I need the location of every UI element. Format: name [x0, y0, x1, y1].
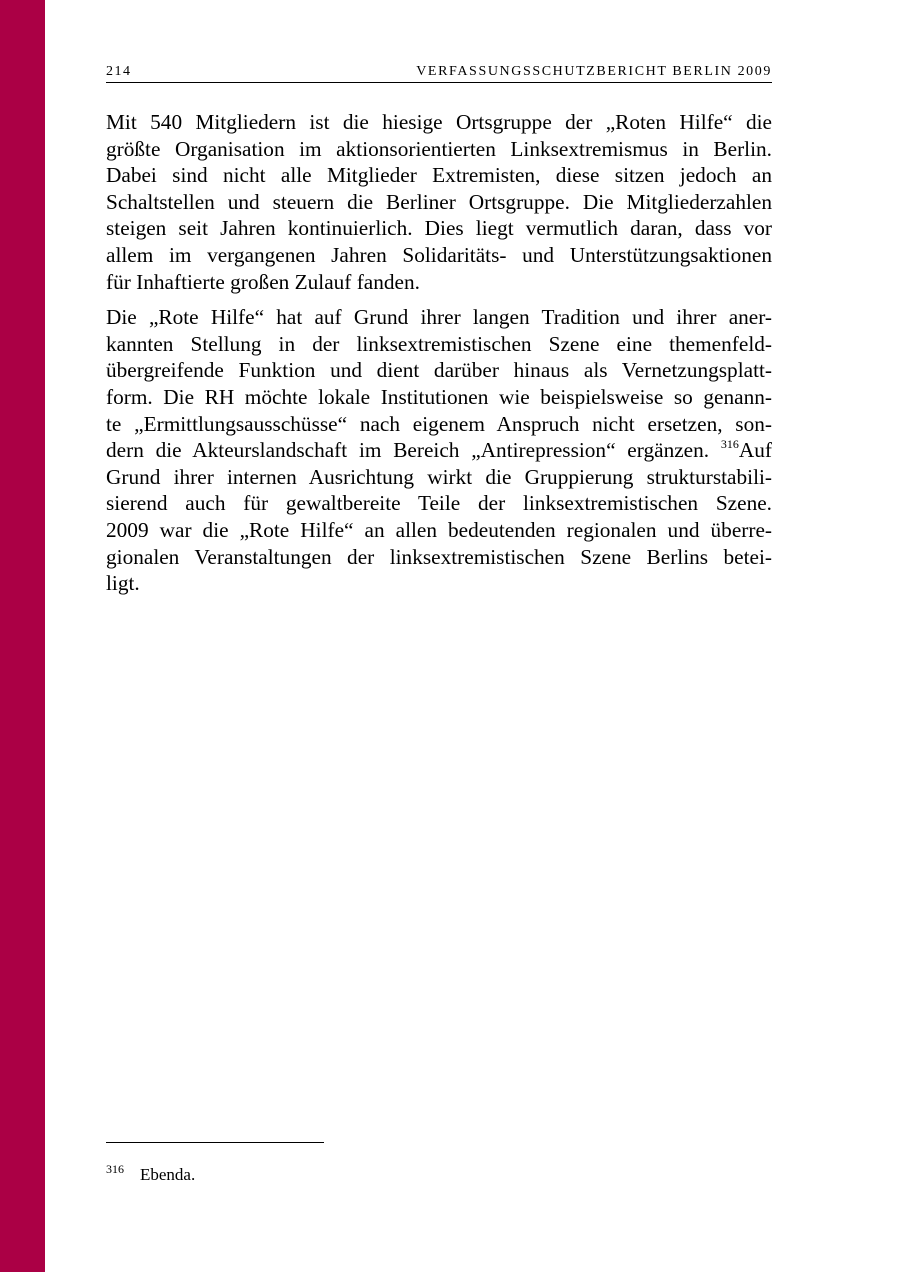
ref-line-text: dern die Akteurslandschaft im Bereich „Antirepression“ ergänzen.	[106, 438, 710, 463]
text-line: Grund ihrer internen Ausrichtung wirkt die Gruppierung strukturstabili-	[106, 464, 772, 489]
text-line: 2009 war die „Rote Hilfe“ an allen bedeutenden regionalen und überre-	[106, 517, 772, 542]
footnote-number: 316	[106, 1162, 124, 1176]
text-line: allem im vergangenen Jahren Solidaritäts- und Unterstützungsaktionen	[106, 242, 772, 267]
footnote	[106, 1162, 195, 1185]
text-line-with-footnote-ref	[106, 437, 772, 464]
running-title: VERFASSUNGSSCHUTZBERICHT BERLIN 2009	[416, 64, 772, 79]
text-line: gionalen Veranstaltungen der linksextremistischen Szene Berlins betei-	[106, 544, 772, 569]
page-header	[106, 62, 772, 83]
text-line: für Inhaftierte großen Zulauf fanden.	[106, 269, 420, 294]
text-line: Die „Rote Hilfe“ hat auf Grund ihrer langen Tradition und ihrer aner-	[106, 305, 772, 330]
text-line: form. Die RH möchte lokale Institutionen wie beispielsweise so genann-	[106, 384, 772, 409]
text-line: kannten Stellung in der linksextremistischen Szene eine themenfeld-	[106, 331, 772, 356]
text-line: sierend auch für gewaltbereite Teile der linksextremistischen Szene.	[106, 491, 772, 516]
body-text	[106, 109, 772, 606]
text-line: te „Ermittlungsausschüsse“ nach eigenem Anspruch nicht ersetzen, son-	[106, 411, 772, 436]
page-number: 214	[106, 64, 132, 79]
text-line: größte Organisation im aktionsorientierten Linksextremismus in Berlin.	[106, 136, 772, 161]
text-line: übergreifende Funktion und dient darüber hinaus als Vernetzungsplatt-	[106, 358, 772, 383]
text-line: Dabei sind nicht alle Mitglieder Extremisten, diese sitzen jedoch an	[106, 163, 772, 188]
ref-line-tail: Auf	[738, 438, 772, 463]
paragraph-members	[106, 109, 772, 295]
footnote-text: Ebenda.	[140, 1165, 196, 1184]
footnote-divider	[106, 1142, 324, 1143]
footnote-reference[interactable]: 316	[720, 437, 739, 452]
paragraph-function	[106, 304, 772, 597]
text-line: Schaltstellen und steuern die Berliner Ortsgruppe. Die Mitgliederzahlen	[106, 189, 772, 214]
side-color-band	[0, 0, 45, 1272]
text-line: ligt.	[106, 571, 140, 596]
text-line: steigen seit Jahren kontinuierlich. Dies liegt vermutlich daran, dass vor	[106, 216, 772, 241]
text-line: Mit 540 Mitgliedern ist die hiesige Ortsgruppe der „Roten Hilfe“ die	[106, 110, 772, 134]
